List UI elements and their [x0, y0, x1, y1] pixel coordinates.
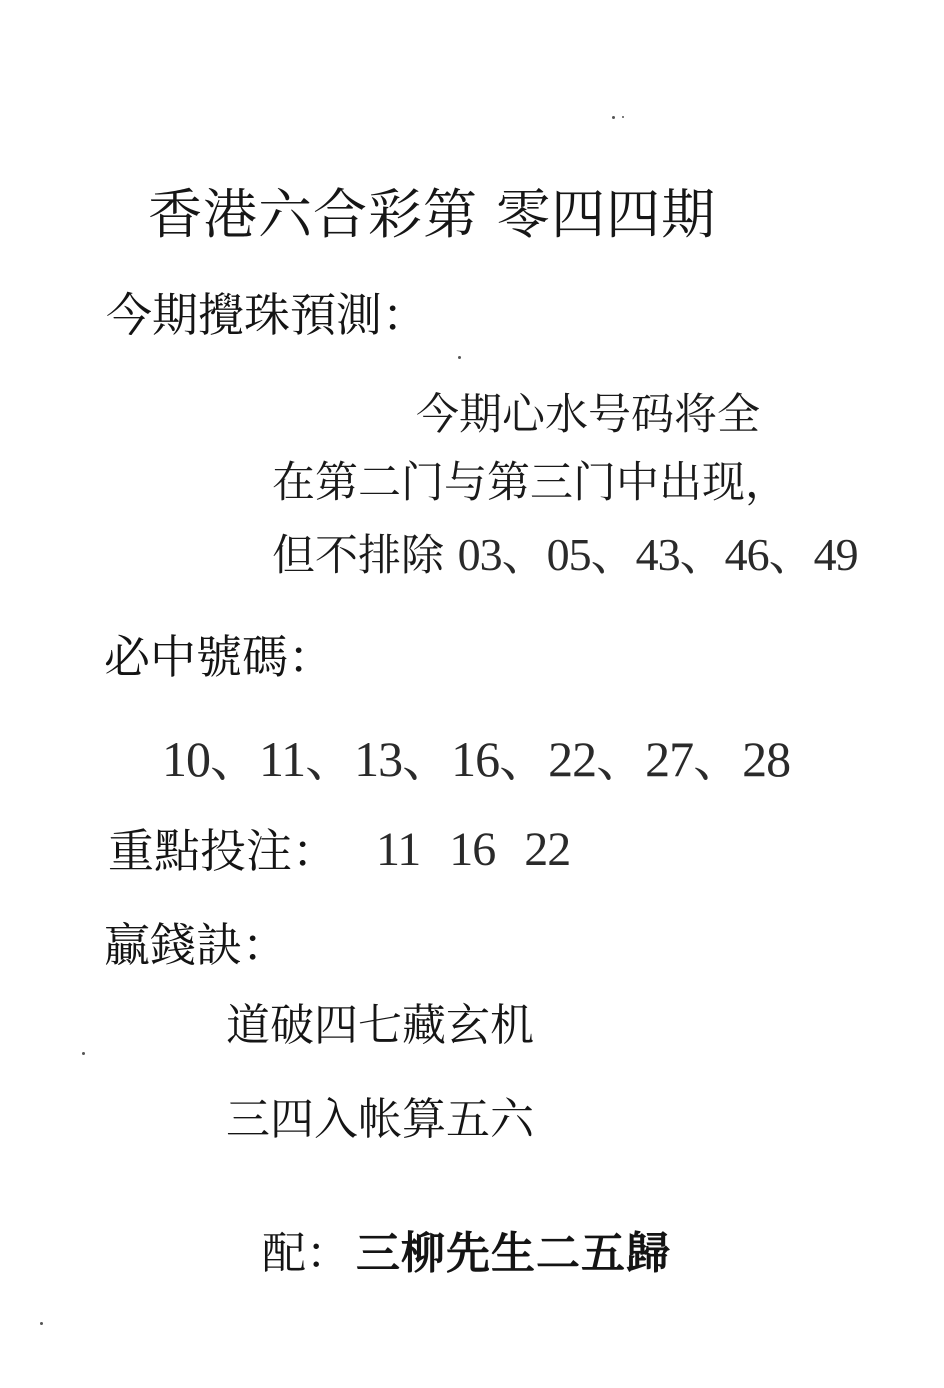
forecast-line-2: 在第二门与第三门中出现， [272, 458, 788, 508]
footer-label: 配： [262, 1228, 350, 1279]
win-tip-line-1: 道破四七藏玄机 [226, 1000, 534, 1051]
win-tip-heading: 贏錢訣： [104, 918, 288, 972]
scan-speck [458, 356, 461, 359]
forecast-heading: 今期攪珠預測： [106, 288, 428, 342]
must-win-numbers: 10、11、13、16、22、27、28 [162, 731, 791, 787]
exclude-numbers: 03、05、43、46、49 [457, 529, 858, 580]
key-bet-number: 22 [524, 823, 571, 876]
must-win-heading: 必中號碼： [104, 630, 334, 684]
footer-name: 三柳先生二五歸 [356, 1228, 671, 1279]
footer-credit [262, 1228, 671, 1279]
key-bet-number: 11 [376, 823, 421, 876]
scan-speck [622, 116, 624, 118]
scan-speck [40, 1322, 43, 1325]
page-title: 香港六合彩第 零四四期 [148, 183, 717, 246]
scan-speck [612, 116, 615, 119]
key-bet-heading: 重點投注： [108, 824, 338, 878]
scan-speck [82, 1052, 85, 1055]
win-tip-line-2: 三四入帐算五六 [226, 1094, 534, 1145]
forecast-line-1: 今期心水号码将全 [416, 390, 760, 440]
forecast-line-3 [272, 529, 858, 581]
exclude-prefix: 但不排除 [272, 531, 458, 581]
key-bet-numbers [376, 823, 588, 876]
key-bet-number: 16 [449, 823, 496, 876]
